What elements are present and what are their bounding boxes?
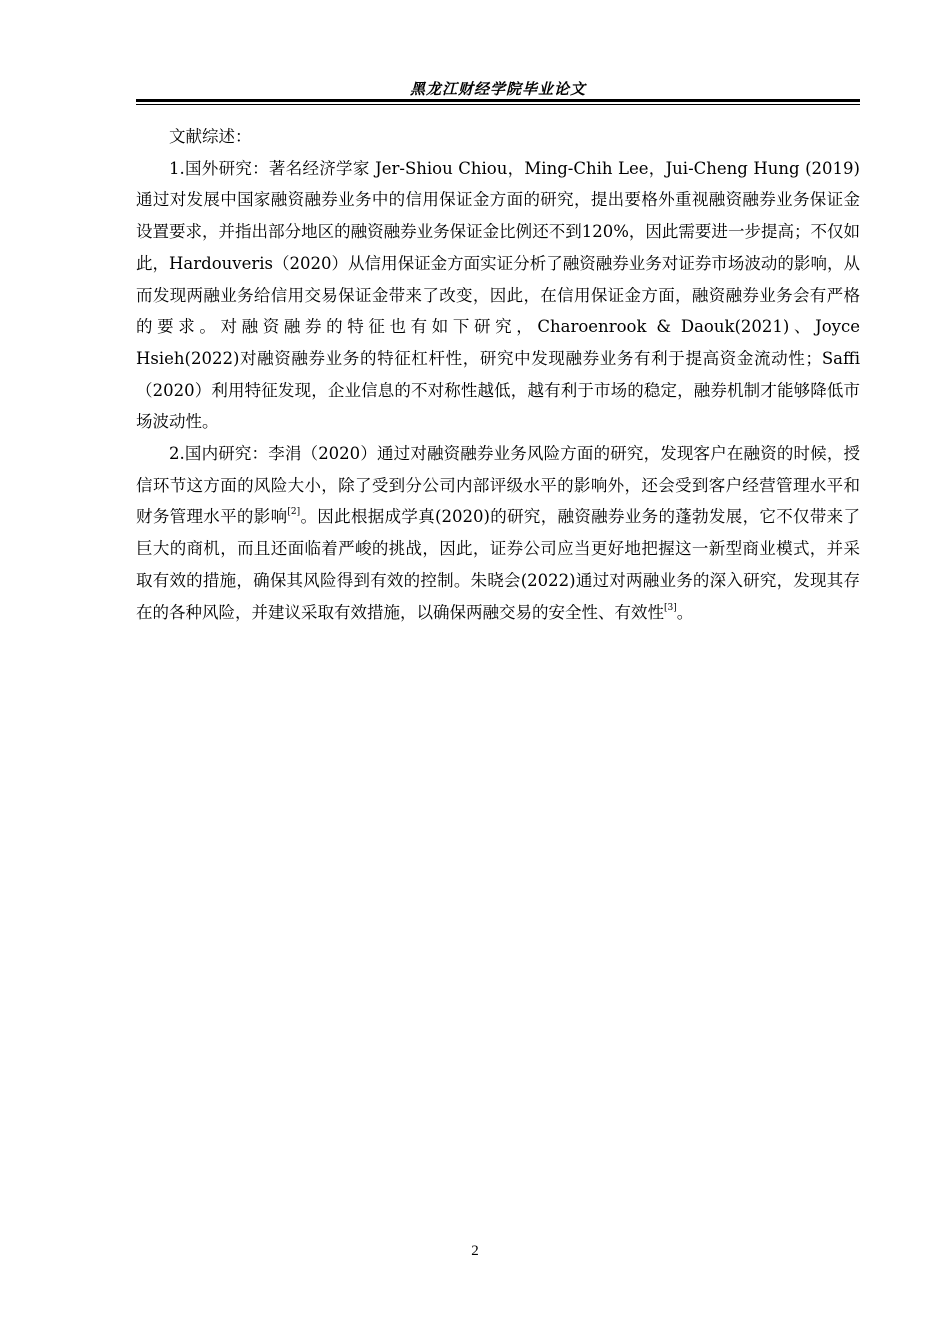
paragraph-text: 。因此根据成学真(2020)的研究，融资融券业务的蓬勃发展，它不仅带来了巨大的商机，而且还面临着严峻的挑战，因此，证券公司应当更好地把握这一新型商业模式，并采取有效的措施，确保其风险得到有效的控制。朱晓会(2022)通过对两融业务的深入研究，发现其存在的各种风险，并建议采取有效措施，以确保两融交易的安全性、有效性 [136, 507, 861, 622]
page-number: 2 [471, 1243, 479, 1259]
header-rule-thick [136, 99, 860, 102]
document-body [136, 121, 860, 628]
citation-ref: [3] [664, 602, 677, 613]
paragraph-text: 2.国内研究：李涓（2020）通过对融资融券业务风险方面的研究，发现客户在融资的时候，授信环节这方面的风险大小，除了受到分公司内部评级水平的影响外，还会受到客户经营管理水平和财务管理水平的影响 [136, 444, 860, 527]
page-header-title: 黑龙江财经学院毕业论文 [409, 80, 586, 98]
header-rule-thin [136, 104, 860, 105]
paragraph-text: 。 [676, 602, 694, 622]
citation-ref: [2] [287, 507, 301, 518]
paragraph-foreign-research: 1.国外研究：著名经济学家 Jer-Shiou Chiou，Ming-Chih Lee，Jui-Cheng Hung (2019)通过对发展中国家融资融券业务中的信用保证金方面的研究，提出要格外重视融资融券业务保证金设置要求，并指出部分地区的融资融券业务保证金比例还不到120%，因此需要进一步提高；不仅如此，Hardouveris（2020）从信用保证金方面实证分析了融资融券业务对证券市场波动的影响，从而发现两融业务给信用交易保证金带来了改变，因此，在信用保证金方面，融资融券业务会有严格的要求。对融资融券的特征也有如下研究，Charoenrook & Daouk(2021)、Joyce Hsieh(2022)对融资融券业务的特征杠杆性，研究中发现融券业务有利于提高资金流动性；Saffi（2020）利用特征发现，企业信息的不对称性越低，越有利于市场的稳定，融券机制才能够降低市场波动性。 [136, 158, 860, 432]
paragraph-domestic-research [136, 438, 860, 628]
section-title: 文献综述： [169, 127, 252, 146]
